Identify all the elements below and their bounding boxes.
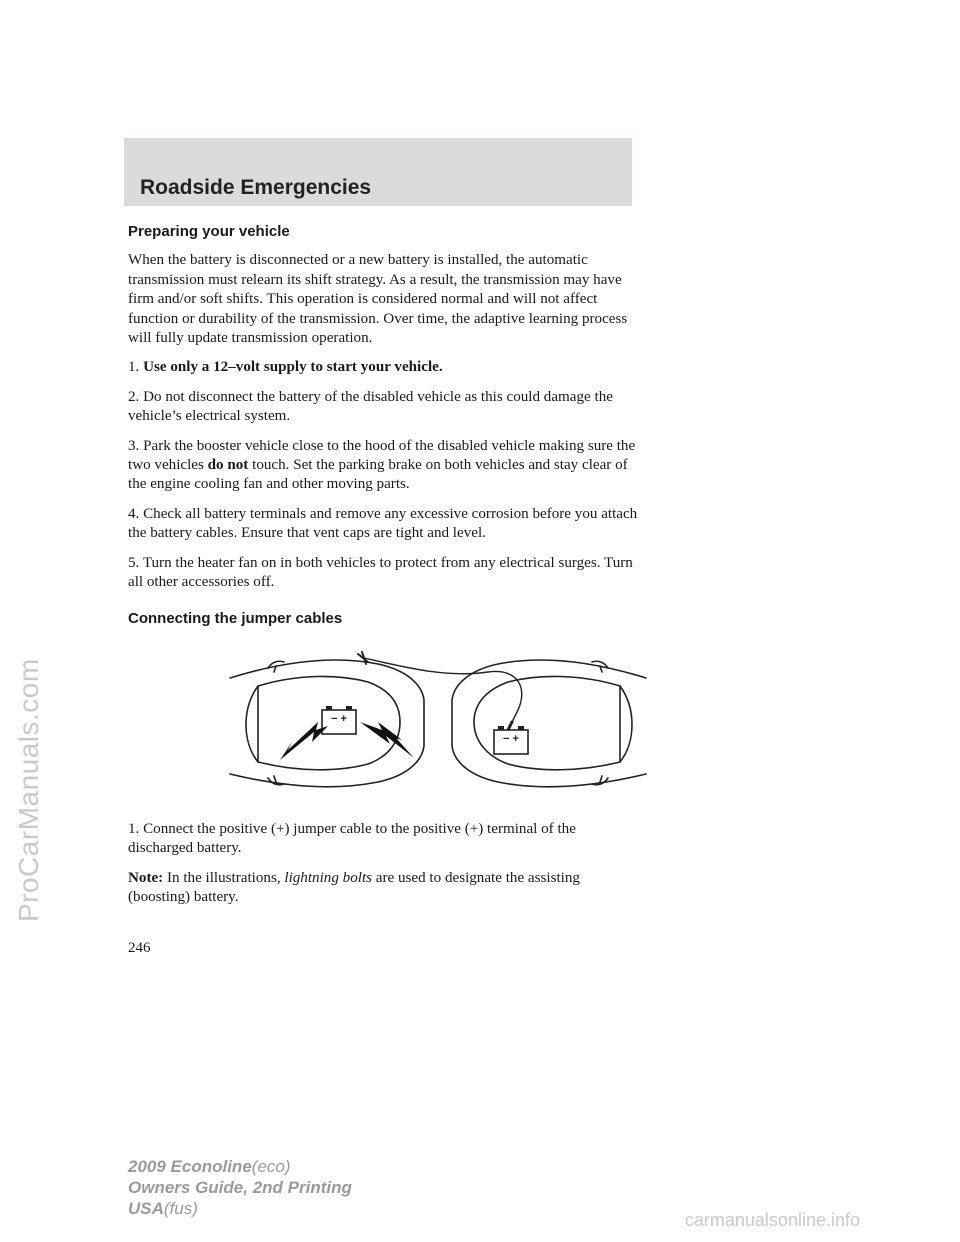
footer-model-code: (eco) <box>251 1157 291 1176</box>
page-title: Roadside Emergencies <box>140 176 372 199</box>
step-3 <box>128 437 640 495</box>
connect-step-1: 1. Connect the positive (+) jumper cable to the positive (+) terminal of the discharged battery. <box>128 820 576 857</box>
step-3-text-before: 3. Park the booster vehicle close to the hood of the disabled vehicle making sure the two vehicles <box>128 437 636 474</box>
note-emphasis: lightning bolts <box>284 869 373 886</box>
intro-paragraph: When the battery is disconnected or a new battery is installed, the automatic transmission must relearn its shift strategy. As a result, the transmission may have firm and/or soft shifts. This operation is considered normal and will not affect function or durability of the transmission. Over time, the adaptive learning process will fully update transmission operation. <box>128 252 628 347</box>
cable-clamp-right <box>508 722 512 730</box>
right-vehicle-body <box>452 660 646 787</box>
step-3-emphasis: do not <box>207 457 249 474</box>
side-watermark: ProCarManuals.com <box>13 658 44 922</box>
footer-region: USA <box>128 1199 164 1218</box>
document-footer <box>128 1156 352 1219</box>
step-1-number: 1. <box>128 359 140 376</box>
discharged-battery-terminals: − + <box>503 732 519 745</box>
page-content <box>128 222 640 918</box>
note-label: Note: <box>128 869 164 886</box>
footer-model: 2009 Econoline <box>128 1157 252 1176</box>
step-1 <box>128 358 640 377</box>
step-4: 4. Check all battery terminals and remove any excessive corrosion before you attach the battery cables. Ensure that vent caps are tight and level. <box>128 505 638 542</box>
page-number: 246 <box>128 940 151 956</box>
footer-line-3 <box>128 1198 352 1219</box>
booster-battery <box>322 706 356 734</box>
right-vehicle-windshield <box>620 686 632 762</box>
note-text-before: In the illustrations, <box>166 869 281 886</box>
jumper-cable <box>364 658 522 722</box>
discharged-battery <box>494 726 528 754</box>
footer-region-code: (fus) <box>163 1199 198 1218</box>
footer-line-1 <box>128 1156 352 1177</box>
step-3-text-after: touch. Set the parking brake on both vehicles and stay clear of the engine cooling fan and other moving parts. <box>128 457 628 493</box>
heading-preparing-vehicle: Preparing your vehicle <box>128 223 290 240</box>
booster-battery-terminals: − + <box>331 712 347 725</box>
footer-guide-edition: Owners Guide, 2nd Printing <box>128 1178 352 1197</box>
heading-connecting-cables: Connecting the jumper cables <box>128 609 343 627</box>
vehicles-diagram <box>228 638 648 806</box>
illustration-note <box>128 869 640 908</box>
footer-line-2 <box>128 1177 352 1198</box>
note-text-after: are used to designate the assisting (boosting) battery. <box>128 869 580 906</box>
right-vehicle-hood <box>474 676 620 769</box>
left-vehicle-windshield <box>246 686 258 762</box>
jumper-cable-illustration <box>228 638 648 806</box>
step-2: 2. Do not disconnect the battery of the disabled vehicle as this could damage the vehicle’s electrical system. <box>128 388 613 425</box>
site-watermark: carmanualsonline.info <box>684 1210 860 1230</box>
lightning-bolt-icon <box>280 722 328 760</box>
step-5: 5. Turn the heater fan on in both vehicles to protect from any electrical surges. Turn all other accessories off. <box>128 554 633 591</box>
step-1-text: Use only a 12–volt supply to start your vehicle. <box>143 359 443 376</box>
section-header <box>124 138 632 206</box>
